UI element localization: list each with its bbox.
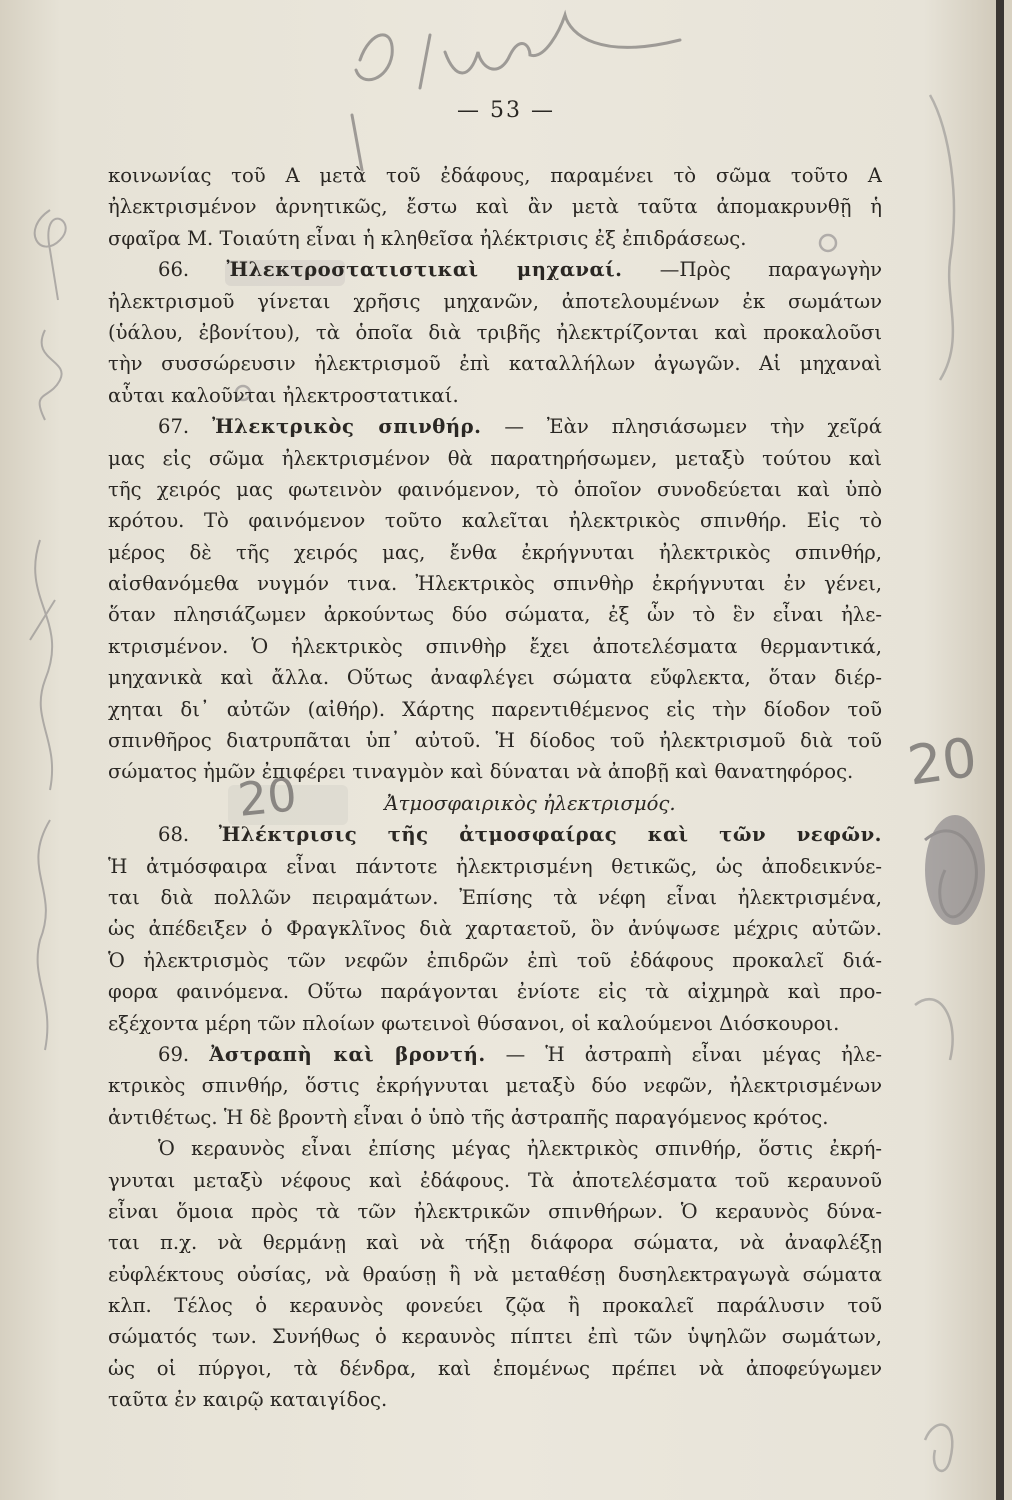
section-heading-line: [108, 254, 882, 285]
handwritten-mark-20-b: 20: [903, 725, 981, 798]
text-line: μας εἰς σῶμα ἠλεκτρισμένον θὰ παρατηρήσωμεν, μεταξὺ τούτου καὶ: [108, 446, 882, 470]
section-first-line-text: —Πρὸς παραγωγὴν: [622, 258, 882, 282]
section-title: Ἀστραπὴ καὶ βροντή.: [209, 1042, 486, 1066]
text-line: σώματός των. Συνήθως ὁ κεραυνὸς πίπτει ἐπὶ τῶν ὑψηλῶν σωμάτων,: [108, 1325, 882, 1349]
text-line: (ὑάλου, ἐβονίτου), τὰ ὁποῖα διὰ τριβῆς ἠλεκτρίζονται καὶ προκαλοῦσι: [108, 320, 882, 344]
text-line: Ὁ ἠλεκτρισμὸς τῶν νεφῶν ἐπιδρῶν ἐπὶ τοῦ ἐδάφους προκαλεῖ διά-: [108, 948, 882, 972]
text-line: αἰσθανόμεθα νυγμόν τινα. Ἠλεκτρικὸς σπινθὴρ ἐκρήγνυται ἐν γένει,: [108, 572, 882, 596]
text-line: εἶναι ὅμοια πρὸς τὰ τῶν ἠλεκτρικῶν σπινθήρων. Ὁ κεραυνὸς δύνα-: [108, 1199, 882, 1223]
text-line: εξέχοντα μέρη τῶν πλοίων φωτεινοὶ θύσανοι, οἱ καλούμενοι Διόσκουροι.: [108, 1011, 840, 1035]
section-heading-line: [108, 819, 882, 850]
text-line: ἠλεκτρισμοῦ γίνεται χρῆσις μηχανῶν, ἀποτελουμένων ἐκ σωμάτων: [108, 289, 882, 313]
page-body: [108, 160, 882, 1416]
text-line: κτρισμένον. Ὁ ἠλεκτρικὸς σπινθὴρ ἔχει ἀποτελέσματα θερμαντικά,: [108, 634, 882, 658]
text-line: κλπ. Τέλος ὁ κεραυνὸς φονεύει ζῷα ἢ προκαλεῖ παράλυσιν τοῦ: [108, 1294, 882, 1318]
text-line: τῆς χειρός μας φωτεινὸν φαινόμενον, τὸ ὁποῖον συνοδεύεται καὶ ὑπὸ: [108, 477, 882, 501]
text-line: μέρος δὲ τῆς χειρός μας, ἔνθα ἐκρήγνυται ἠλεκτρικὸς σπινθήρ,: [108, 540, 882, 564]
text-line: ὡς οἱ πύργοι, τὰ δένδρα, καὶ ἑπομένως πρέπει νὰ ἀποφεύγωμεν: [108, 1356, 882, 1380]
text-line: γνυται μεταξὺ νέφους καὶ ἐδάφους. Τὰ ἀποτελέσματα τοῦ κεραυνοῦ: [108, 1168, 882, 1192]
text-line: ται διὰ πολλῶν πειραμάτων. Ἐπίσης τὰ νέφη εἶναι ἠλεκτρισμένα,: [108, 885, 882, 909]
text-line: σφαῖρα Μ. Τοιαύτη εἶναι ἡ κληθεῖσα ἠλέκτρισις ἐξ ἐπιδράσεως.: [108, 226, 747, 250]
section-heading-line: [108, 411, 882, 442]
text-line: κοινωνίας τοῦ Α μετὰ τοῦ ἐδάφους, παραμένει τὸ σῶμα τοῦτο Α: [108, 164, 882, 187]
text-line: αὗται καλοῦνται ἠλεκτροστατικαί.: [108, 383, 459, 407]
text-line: φορα φαινόμενα. Οὕτω παράγονται ἐνίοτε εἰς τὰ αἰχμηρὰ καὶ προ-: [108, 980, 882, 1004]
section-first-line-text: — Ἐὰν πλησιάσωμεν τὴν χεῖρά: [481, 415, 882, 439]
text-line: χηται δι᾽ αὐτῶν (αἰθήρ). Χάρτης παρεντιθέμενος εἰς τὴν δίοδον τοῦ: [108, 697, 882, 721]
text-line: σπινθῆρος διατρυπᾶται ὑπ᾽ αὐτοῦ. Ἡ δίοδος τοῦ ἠλεκτρισμοῦ διὰ τοῦ: [108, 729, 882, 753]
section-title: Ἠλεκτρικὸς σπινθήρ.: [212, 415, 482, 439]
section-number: 67.: [158, 415, 213, 439]
text-line: ταῦτα ἐν καιρῷ καταιγίδος.: [108, 1388, 388, 1412]
text-line: τὴν συσσώρευσιν ἠλεκτρισμοῦ ἐπὶ καταλλήλων ἀγωγῶν. Αἱ μηχαναὶ: [108, 352, 882, 376]
text-line: μηχανικὰ καὶ ἄλλα. Οὕτως ἀναφλέγει σώματα εὔφλεκτα, ὅταν διέρ-: [108, 666, 882, 690]
section-title: Ἠλεκτροστατιστικαὶ μηχαναί.: [226, 258, 623, 282]
text-line: Ἡ ἀτμόσφαιρα εἶναι πάντοτε ἠλεκτρισμένη θετικῶς, ὡς ἀποδεικνύε-: [108, 854, 882, 878]
text-line: εὐφλέκτους οὐσίας, νὰ θραύσῃ ἢ νὰ μεταθέσῃ δυσηλεκτραγωγὰ σώματα: [108, 1262, 882, 1286]
page-edge: [996, 0, 1004, 1500]
section-first-line-text: — Ἡ ἀστραπὴ εἶναι μέγας ἠλε-: [485, 1042, 882, 1066]
text-line: κτρικὸς σπινθήρ, ὅστις ἐκρήγνυται μεταξὺ δύο νεφῶν, ἠλεκτρισμένων: [108, 1074, 882, 1098]
text-line: ται π.χ. νὰ θερμάνῃ καὶ νὰ τήξῃ διάφορα σώματα, νὰ ἀναφλέξῃ: [108, 1231, 882, 1255]
text-line: ὅταν πλησιάζωμεν ἀρκούντως δύο σώματα, ἐξ ὧν τὸ ἓν εἶναι ἠλε-: [108, 603, 882, 627]
section-title: Ἠλέκτρισις τῆς ἀτμοσφαίρας καὶ τῶν νεφῶν.: [218, 823, 882, 847]
section-number: 69.: [158, 1042, 210, 1066]
page-number: — 53 —: [457, 98, 555, 123]
text-line: ἠλεκτρισμένον ἀρνητικῶς, ἔστω καὶ ἂν μετὰ ταῦτα ἀπομακρυνθῇ ἡ: [108, 195, 882, 219]
text-line: ὡς ἀπέδειξεν ὁ Φραγκλῖνος διὰ χαρταετοῦ, ὃν ἀνύψωσε μέχρις αὐτῶν.: [108, 917, 882, 941]
section-heading-line: [108, 1039, 882, 1070]
text-line: σώματος ἡμῶν ἐπιφέρει τιναγμὸν καὶ δύναται νὰ ἀποβῇ καὶ θανατηφόρος.: [108, 760, 854, 784]
section-subheading: Ἀτμοσφαιρικὸς ἠλεκτρισμός.: [384, 791, 676, 815]
handwritten-mark-20-a: 20: [235, 767, 300, 827]
section-number: 68.: [158, 823, 219, 847]
text-line: κρότου. Τὸ φαινόμενον τοῦτο καλεῖται ἠλεκτρικὸς σπινθήρ. Εἰς τὸ: [108, 509, 882, 533]
section-number: 66.: [158, 258, 227, 282]
text-line: ἀντιθέτως. Ἡ δὲ βροντὴ εἶναι ὁ ὑπὸ τῆς ἀστραπῆς παραγόμενος κρότος.: [108, 1105, 829, 1129]
paragraph-first-line: Ὁ κεραυνὸς εἶναι ἐπίσης μέγας ἠλεκτρικὸς σπινθήρ, ὅστις ἐκρή-: [158, 1137, 882, 1161]
